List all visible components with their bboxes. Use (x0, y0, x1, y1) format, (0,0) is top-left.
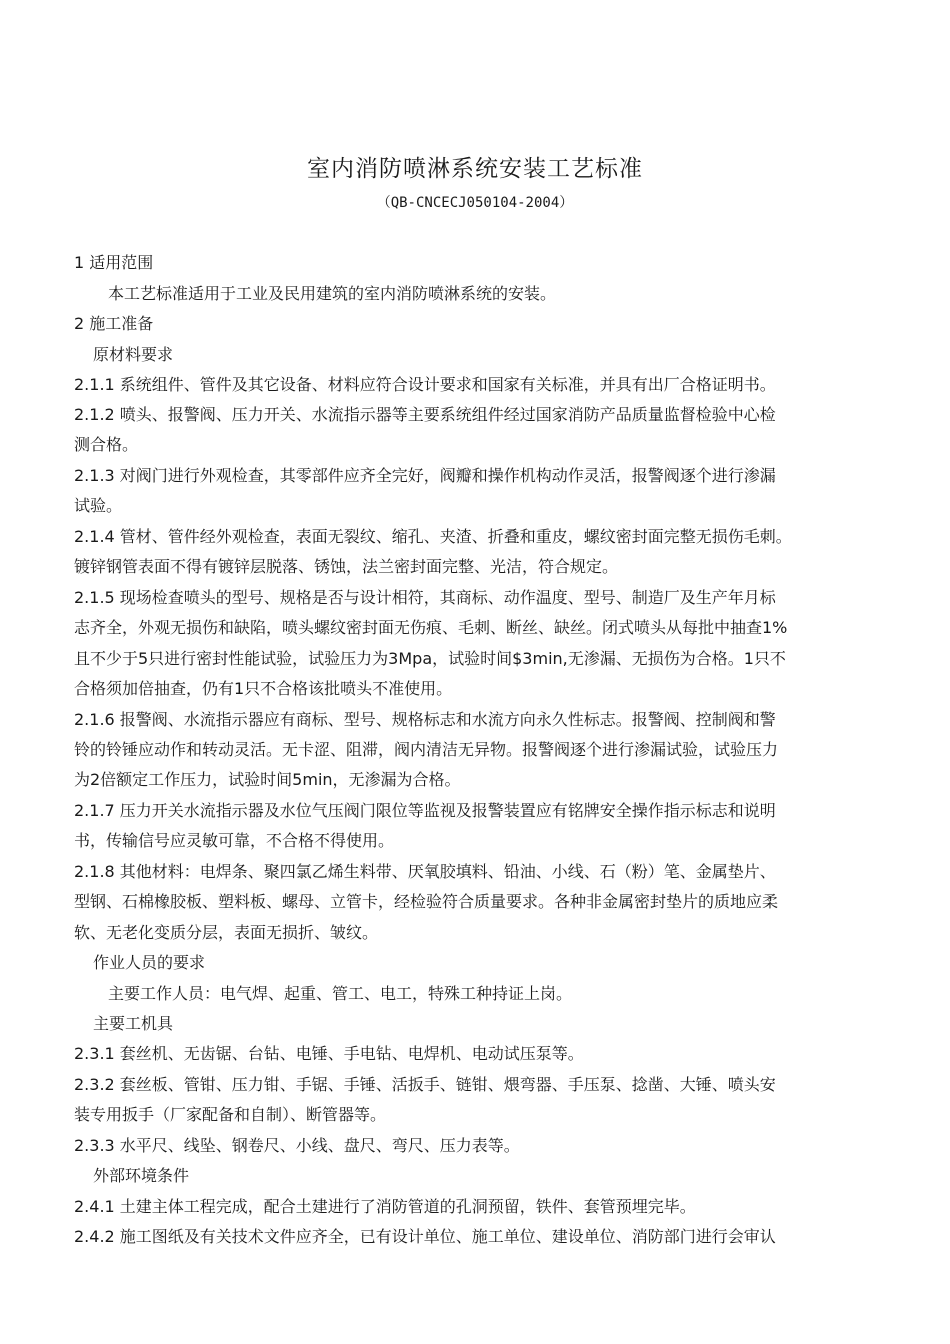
clause-line: 铃的铃锤应动作和转动灵活。无卡涩、阻滞，阀内清洁无异物。报警阀逐个进行渗漏试验，试验压力 (74, 740, 779, 759)
clause-line: 2.1.2 喷头、报警阀、压力开关、水流指示器等主要系统组件经过国家消防产品质量监督检验中心检 (74, 405, 776, 424)
clause-line: 软、无老化变质分层，表面无损折、皱纹。 (74, 923, 379, 942)
clause-line: 2.3.1 套丝机、无齿锯、台钻、电锤、手电钻、电焊机、电动试压泵等。 (74, 1044, 584, 1063)
clause-line: 为2倍额定工作压力，试验时间5min，无渗漏为合格。 (74, 770, 461, 789)
clause-line: 2.1.5 现场检查喷头的型号、规格是否与设计相符，其商标、动作温度、型号、制造厂及生产年月标 (74, 588, 776, 607)
clause-line: 志齐全，外观无损伤和缺陷，喷头螺纹密封面无伤痕、毛刺、断丝、缺丝。闭式喷头从每批中抽查1% (74, 618, 788, 637)
section-heading: 2 施工准备 (74, 314, 154, 333)
clause-line: 2.1.4 管材、管件经外观检查，表面无裂纹、缩孔、夹渣、折叠和重皮，螺纹密封面完整无损伤毛刺。 (74, 527, 792, 546)
document-title: 室内消防喷淋系统安装工艺标准 (307, 156, 643, 182)
subsection-heading: 外部环境条件 (93, 1166, 190, 1185)
clause-line: 2.4.2 施工图纸及有关技术文件应齐全，已有设计单位、施工单位、建设单位、消防部门进行会审认 (74, 1227, 776, 1246)
clause-line: 2.1.3 对阀门进行外观检查，其零部件应齐全完好，阀瓣和操作机构动作灵活，报警阀逐个进行渗漏 (74, 466, 776, 485)
clause-line: 2.1.7 压力开关水流指示器及水位气压阀门限位等监视及报警装置应有铭牌安全操作指示标志和说明 (74, 801, 776, 820)
clause-line: 2.1.1 系统组件、管件及其它设备、材料应符合设计要求和国家有关标准，并具有出厂合格证明书。 (74, 375, 776, 394)
clause-line: 书，传输信号应灵敏可靠，不合格不得使用。 (74, 831, 395, 850)
clause-line: 2.1.8 其他材料：电焊条、聚四氯乙烯生料带、厌氧胶填料、铅油、小线、石（粉）笔、金属垫片、 (74, 862, 776, 881)
clause-line: 装专用扳手（厂家配备和自制）、断管器等。 (74, 1105, 387, 1124)
clause-line: 2.3.2 套丝板、管钳、压力钳、手锯、手锤、活扳手、链钳、煨弯器、手压泵、捻凿、大锤、喷头安 (74, 1075, 776, 1094)
clause-line: 型钢、石棉橡胶板、塑料板、螺母、立管卡，经检验符合质量要求。各种非金属密封垫片的质地应柔 (74, 892, 779, 911)
subsection-heading: 原材料要求 (93, 345, 174, 364)
clause-line: 且不少于5只进行密封性能试验，试验压力为3Mpa，试验时间$3min,无渗漏、无损伤为合格。1只不 (74, 649, 786, 668)
clause-line: 合格须加倍抽查，仍有1只不合格该批喷头不准使用。 (74, 679, 453, 698)
paragraph-line: 主要工作人员：电气焊、起重、管工、电工，特殊工种持证上岗。 (108, 984, 573, 1003)
clause-line: 镀锌钢管表面不得有镀锌层脱落、锈蚀，法兰密封面完整、光洁，符合规定。 (74, 557, 619, 576)
paragraph-line: 本工艺标准适用于工业及民用建筑的室内消防喷淋系统的安装。 (108, 284, 557, 303)
clause-line: 2.4.1 土建主体工程完成，配合土建进行了消防管道的孔洞预留，铁件、套管预埋完毕。 (74, 1197, 696, 1216)
subsection-heading: 主要工机具 (93, 1014, 174, 1033)
clause-line: 2.3.3 水平尺、线坠、钢卷尺、小线、盘尺、弯尺、压力表等。 (74, 1136, 520, 1155)
clause-line: 测合格。 (74, 435, 139, 454)
clause-line: 2.1.6 报警阀、水流指示器应有商标、型号、规格标志和水流方向永久性标志。报警阀、控制阀和警 (74, 710, 776, 729)
standard-code: （QB-CNCECJ050104-2004） (376, 195, 574, 211)
subsection-heading: 作业人员的要求 (93, 953, 206, 972)
section-heading: 1 适用范围 (74, 253, 154, 272)
clause-line: 试验。 (74, 496, 123, 515)
